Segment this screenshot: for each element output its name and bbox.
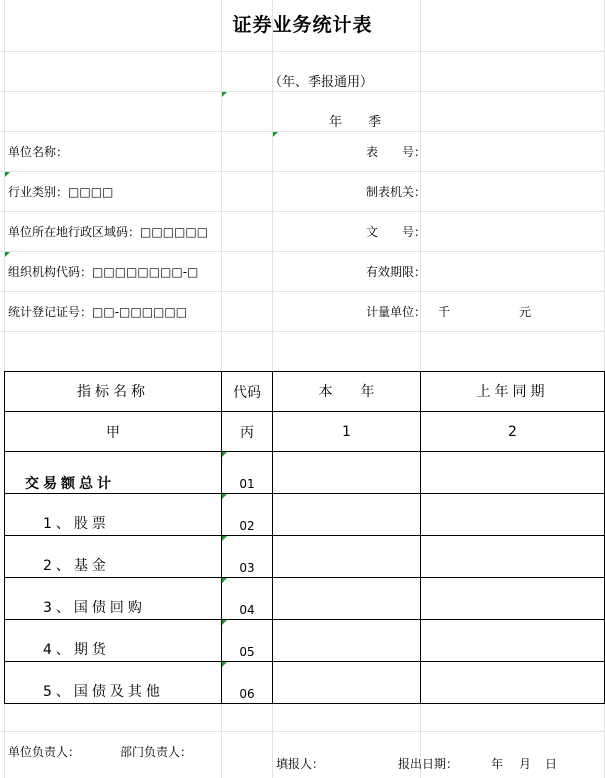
field-label: 组织机构代码： <box>8 265 93 279</box>
report-date-day: 日 <box>545 757 558 771</box>
page-title: 证券业务统计表 <box>232 14 373 36</box>
dept-head-label: 部门负责人： <box>120 745 193 759</box>
table-row <box>5 452 605 494</box>
code-cell: 丙 <box>222 412 273 452</box>
period-year: 年 <box>329 115 343 130</box>
row-name: 3、国债回购 <box>5 578 222 620</box>
last-year-cell[interactable] <box>421 494 605 536</box>
code-cell: 1 <box>273 412 421 452</box>
comment-marker-icon <box>222 494 227 499</box>
row-name: 1、股票 <box>5 494 222 536</box>
field-label: 行业类别： <box>8 185 69 199</box>
row-code <box>222 662 273 704</box>
field-label: 单位所在地行政区域码： <box>8 225 141 239</box>
field-label: 统计登记证号： <box>8 305 93 319</box>
gridline <box>0 171 605 172</box>
comment-marker-icon <box>222 452 227 457</box>
statistics-table <box>4 371 605 704</box>
comment-marker-icon <box>5 252 10 257</box>
this-year-cell[interactable] <box>273 452 421 494</box>
header-this-year: 本 年 <box>273 372 421 412</box>
unit-head-label: 单位负责人： <box>8 745 81 759</box>
measure-unit-label: 计量单位： <box>366 305 427 319</box>
row-code <box>222 494 273 536</box>
comment-marker-icon <box>5 172 10 177</box>
comment-marker-icon <box>222 620 227 625</box>
header-code: 代码 <box>222 372 273 412</box>
comment-marker-icon <box>222 578 227 583</box>
comment-marker-icon <box>273 132 278 137</box>
measure-unit-thousand: 千 <box>438 305 451 319</box>
last-year-cell[interactable] <box>421 452 605 494</box>
gridline <box>0 331 605 332</box>
field-value: □□□□ <box>68 185 114 199</box>
row-code-text: 01 <box>239 477 255 491</box>
gridline <box>0 131 605 132</box>
gridline <box>0 251 605 252</box>
doc-no-label: 文 号： <box>366 225 427 239</box>
comment-marker-icon <box>222 662 227 667</box>
this-year-cell[interactable] <box>273 662 421 704</box>
gridline <box>0 91 605 92</box>
row-name: 2、基金 <box>5 536 222 578</box>
table-row <box>5 536 605 578</box>
row-code-text: 02 <box>239 519 255 533</box>
table-no-label: 表 号： <box>366 145 427 159</box>
issuer-label: 制表机关： <box>366 185 427 199</box>
row-code <box>222 620 273 662</box>
field-value: □□□□□□ <box>140 225 209 239</box>
row-code <box>222 536 273 578</box>
gridline <box>0 51 605 52</box>
table-row <box>5 620 605 662</box>
this-year-cell[interactable] <box>273 494 421 536</box>
code-cell: 2 <box>421 412 605 452</box>
this-year-cell[interactable] <box>273 536 421 578</box>
row-code <box>222 452 273 494</box>
row-code-text: 06 <box>239 687 255 701</box>
row-code-text: 05 <box>239 645 255 659</box>
table-row <box>5 494 605 536</box>
table-header-row <box>5 372 605 412</box>
field-value: □□-□□□□□□ <box>92 305 188 319</box>
last-year-cell[interactable] <box>421 620 605 662</box>
comment-marker-icon <box>222 536 227 541</box>
comment-marker-icon <box>222 92 227 97</box>
last-year-cell[interactable] <box>421 578 605 620</box>
gridline <box>0 211 605 212</box>
gridline <box>0 291 605 292</box>
row-code-text: 04 <box>239 603 255 617</box>
field-value: □□□□□□□□-□ <box>92 265 199 279</box>
unit-name-field <box>8 145 68 159</box>
period-quarter: 季 <box>368 115 382 130</box>
header-last-year-same-period: 上年同期 <box>421 372 605 412</box>
field-label: 单位名称： <box>8 145 69 159</box>
report-date-year: 年 <box>491 757 504 771</box>
validity-label: 有效期限： <box>366 265 427 279</box>
header-indicator-name: 指标名称 <box>5 372 222 412</box>
table-row <box>5 662 605 704</box>
report-date-label: 报出日期： <box>398 757 459 771</box>
this-year-cell[interactable] <box>273 620 421 662</box>
report-date-month: 月 <box>519 757 532 771</box>
row-name-total: 交易额总计 <box>5 452 222 494</box>
row-code-text: 03 <box>239 561 255 575</box>
gridline <box>0 731 605 732</box>
last-year-cell[interactable] <box>421 662 605 704</box>
org-code-field <box>8 265 198 279</box>
registration-no-field <box>8 305 187 319</box>
this-year-cell[interactable] <box>273 578 421 620</box>
subtitle: （年、季报通用） <box>268 75 373 90</box>
code-cell: 甲 <box>5 412 222 452</box>
last-year-cell[interactable] <box>421 536 605 578</box>
row-name: 5、国债及其他 <box>5 662 222 704</box>
column-code-row <box>5 412 605 452</box>
table-row <box>5 578 605 620</box>
measure-unit-yuan: 元 <box>519 305 532 319</box>
filler-label: 填报人： <box>276 757 325 771</box>
row-code <box>222 578 273 620</box>
region-code-field <box>8 225 208 239</box>
row-name: 4、期货 <box>5 620 222 662</box>
industry-field <box>8 185 113 199</box>
